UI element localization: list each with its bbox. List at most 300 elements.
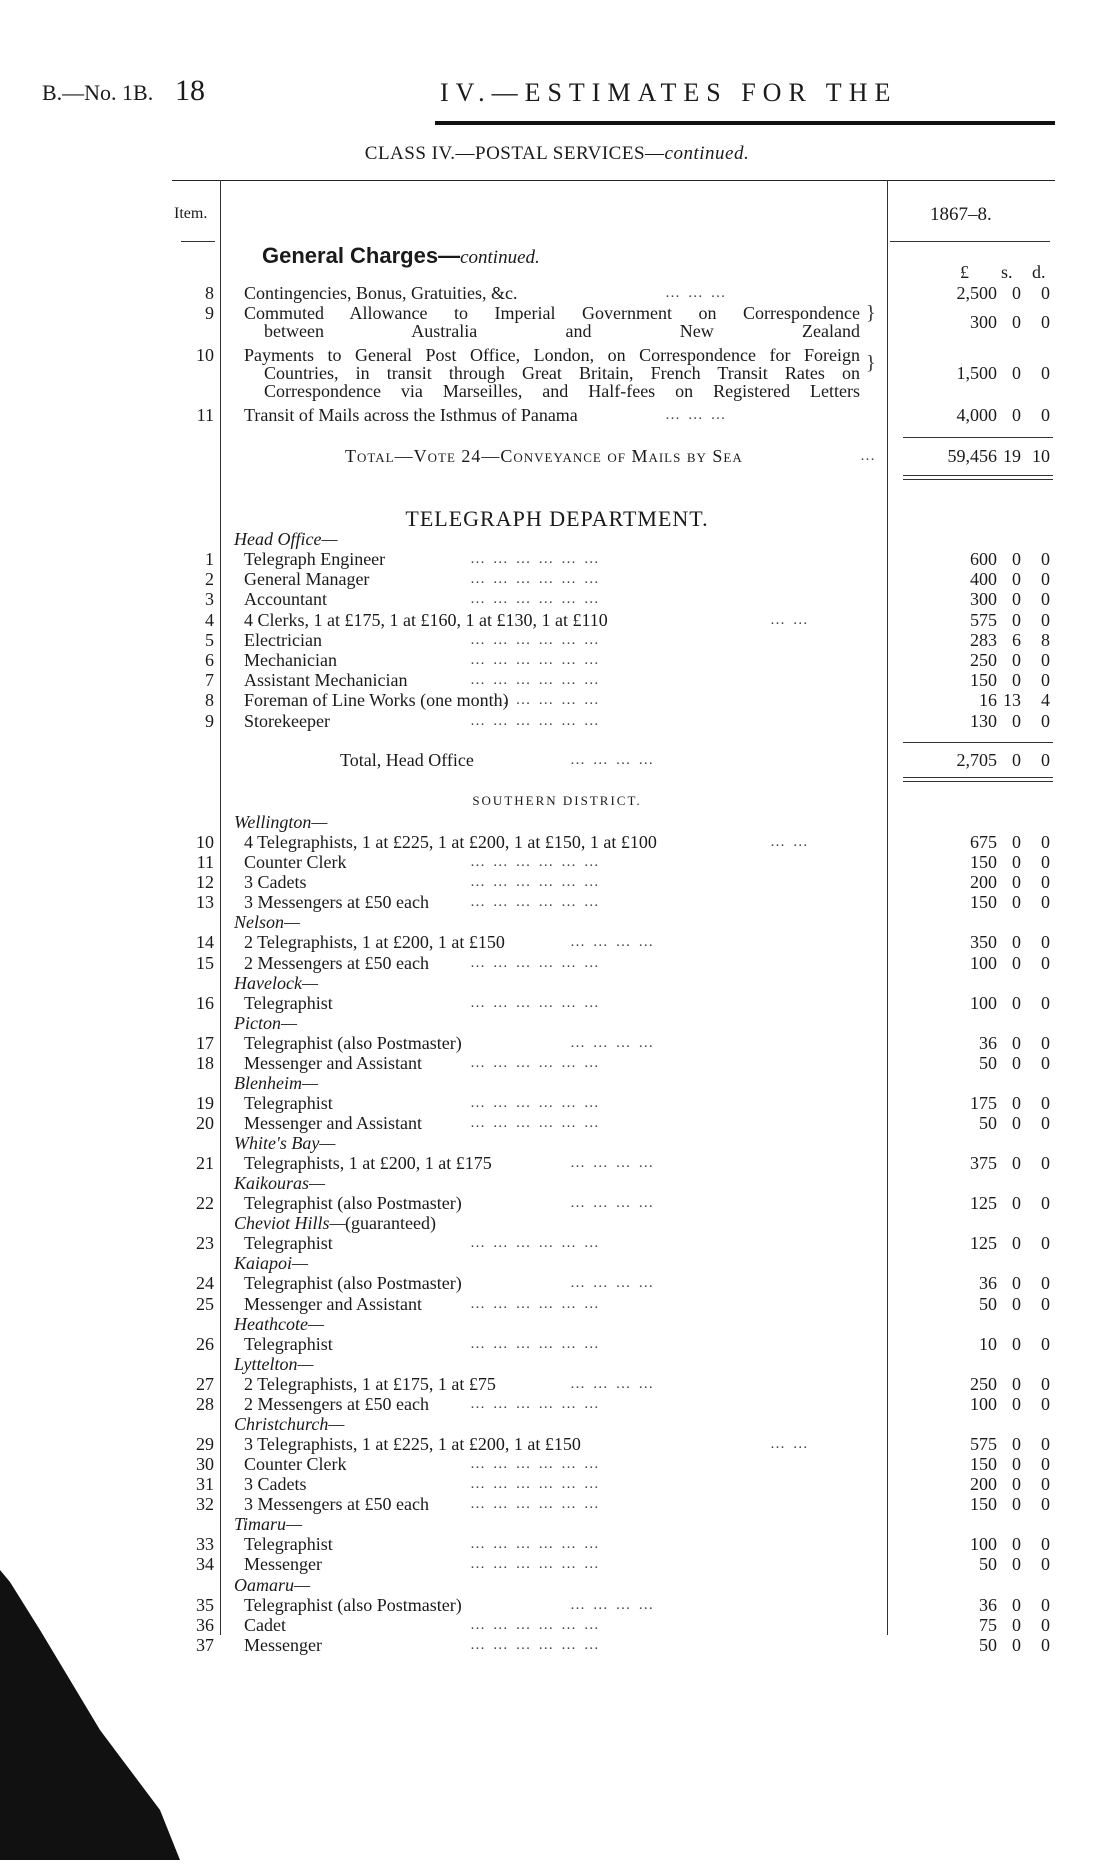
place-label: Kaiapoi— <box>234 1253 309 1274</box>
leader-dots: … … … … … … <box>470 1536 601 1553</box>
amount-shillings: 0 <box>1012 1233 1021 1254</box>
amount-pounds: 200 <box>970 872 997 893</box>
amount-pounds: 50 <box>979 1293 997 1314</box>
amount-shillings: 0 <box>1012 1333 1021 1354</box>
southern-district-title: SOUTHERN DISTRICT. <box>472 793 642 808</box>
item-number: 2 <box>205 569 214 590</box>
item-description: Telegraphist <box>244 992 333 1013</box>
head-office-total-shillings: 0 <box>1012 750 1021 770</box>
amount-pence: 0 <box>1041 872 1050 893</box>
amount-pence: 0 <box>1041 1554 1050 1575</box>
item-number: 33 <box>196 1534 214 1555</box>
amount-pence: 0 <box>1041 892 1050 913</box>
amount-pence: 0 <box>1041 1153 1050 1174</box>
item-number: 14 <box>196 932 214 953</box>
item-description: 2 Telegraphists, 1 at £175, 1 at £75 <box>244 1373 496 1394</box>
item-number: 12 <box>196 872 214 893</box>
amount-shillings: 0 <box>1012 650 1021 670</box>
shillings-header: s. <box>1001 262 1013 282</box>
leader-dots: … … … … <box>570 1195 656 1212</box>
amount-pence: 0 <box>1041 1052 1050 1073</box>
amount-pence: 4 <box>1041 690 1050 711</box>
item-number: 4 <box>205 609 214 630</box>
leader-dots: … … … … … … <box>470 1335 601 1352</box>
place-label: Lyttelton— <box>234 1353 314 1374</box>
amount-shillings: 0 <box>1012 1273 1021 1294</box>
amount-shillings: 0 <box>1012 710 1021 731</box>
total-top-rule <box>903 437 1053 438</box>
amount-pence: 0 <box>1041 589 1050 610</box>
item-description: Telegraphist (also Postmaster) <box>244 1032 462 1053</box>
amount-pence: 0 <box>1041 1594 1050 1615</box>
amount-pence: 8 <box>1041 629 1050 650</box>
amount-pence: 0 <box>1041 1614 1050 1635</box>
amount-shillings: 6 <box>1012 629 1021 650</box>
pence-header: d. <box>1032 262 1046 282</box>
item-description: 2 Messengers at £50 each <box>244 952 429 973</box>
leader-dots: … … … … … … <box>470 631 601 648</box>
amount-shillings: 0 <box>1012 992 1021 1013</box>
amount-shillings: 0 <box>1012 892 1021 913</box>
telegraph-title: TELEGRAPH DEPARTMENT. <box>405 506 709 531</box>
item-number: 15 <box>196 952 214 973</box>
amount-pounds: 130 <box>970 710 997 731</box>
leader-dots: … … … … … … <box>470 591 601 608</box>
amount-pounds: 50 <box>979 1554 997 1575</box>
amount-pence: 0 <box>1041 832 1050 852</box>
leader-dots: … … … … … … <box>470 571 601 588</box>
place-label: Heathcote— <box>234 1313 324 1334</box>
amount-pounds: 175 <box>970 1092 997 1113</box>
item-number: 23 <box>196 1233 214 1254</box>
place-note: (guaranteed) <box>345 1213 436 1234</box>
amount-pounds: 575 <box>970 1433 997 1454</box>
leader-dots: … … … … … … <box>470 1456 601 1472</box>
leader-dots: … … … … <box>570 752 656 768</box>
amount-shillings: 0 <box>1012 312 1021 332</box>
amount-pounds: 1,500 <box>956 363 997 383</box>
amount-shillings: 0 <box>1012 589 1021 610</box>
item-description: Countries, in transit through Great Britain, French Transit Rates on <box>264 363 860 383</box>
item-description: Messenger <box>244 1634 322 1655</box>
place-label: Kaikouras— <box>234 1173 326 1194</box>
item-description: Assistant Mechanician <box>244 670 408 691</box>
item-number: 34 <box>196 1554 214 1575</box>
leader-dots: … … … … … … <box>470 1616 601 1633</box>
item-description: 4 Telegraphists, 1 at £225, 1 at £200, 1 at £150, 1 at £100 <box>244 832 657 852</box>
amount-pounds: 36 <box>979 1273 997 1294</box>
amount-shillings: 0 <box>1012 932 1021 953</box>
subtotal-top-rule <box>903 742 1053 743</box>
item-description: Contingencies, Bonus, Gratuities, &c. <box>244 283 518 303</box>
amount-shillings: 0 <box>1012 609 1021 630</box>
item-description: Accountant <box>244 589 327 610</box>
amount-pounds: 2,500 <box>956 283 997 303</box>
amount-pounds: 50 <box>979 1634 997 1655</box>
amount-pounds: 300 <box>970 312 997 332</box>
vote-total-label: Total—Vote 24—Conveyance of Mails by Sea <box>345 446 743 466</box>
item-description: Telegraphist <box>244 1534 333 1555</box>
leader-dots: … … … … … … <box>470 954 601 971</box>
page-title: IV.—ESTIMATES FOR THE <box>440 78 898 107</box>
amount-pence: 0 <box>1041 1113 1050 1133</box>
amount-pounds: 575 <box>970 609 997 630</box>
amount-pounds: 4,000 <box>956 405 997 425</box>
vote-total-pounds: 59,456 <box>947 446 997 466</box>
table-top-rule <box>172 180 1055 181</box>
item-description: Messenger and Assistant <box>244 1293 422 1314</box>
item-number: 28 <box>196 1393 214 1414</box>
item-number: 5 <box>205 629 214 650</box>
amount-pounds: 375 <box>970 1153 997 1174</box>
class-title: CLASS IV.—POSTAL SERVICES—continued. <box>364 143 750 164</box>
place-label: White's Bay— <box>234 1133 336 1154</box>
item-number: 13 <box>196 892 214 913</box>
place-label: Nelson— <box>234 912 301 933</box>
amount-shillings: 0 <box>1012 1393 1021 1414</box>
place-label: Timaru— <box>234 1514 303 1535</box>
item-number: 37 <box>196 1634 214 1655</box>
amount-column-divider <box>887 180 888 1635</box>
amount-pounds: 36 <box>979 1032 997 1053</box>
subtotal-bottom-rule <box>903 781 1053 782</box>
item-description: 3 Telegraphists, 1 at £225, 1 at £200, 1 at £150 <box>244 1433 581 1454</box>
amount-pounds: 100 <box>970 1393 997 1414</box>
brace: } <box>866 352 876 374</box>
leader-dots: … … … … … … <box>470 551 601 567</box>
amount-shillings: 0 <box>1012 363 1021 383</box>
item-description: 3 Messengers at £50 each <box>244 892 429 913</box>
head-office-total-pence: 0 <box>1041 750 1050 770</box>
amount-pence: 0 <box>1041 1634 1050 1655</box>
amount-pounds: 36 <box>979 1594 997 1615</box>
amount-pence: 0 <box>1041 992 1050 1013</box>
amount-pounds: 10 <box>979 1333 997 1354</box>
amount-pounds: 125 <box>970 1193 997 1214</box>
amount-shillings: 0 <box>1012 1193 1021 1214</box>
amount-shillings: 0 <box>1012 1554 1021 1575</box>
leader-dots: … … … … <box>570 1275 656 1292</box>
amount-shillings: 0 <box>1012 1153 1021 1174</box>
amount-shillings: 0 <box>1012 569 1021 590</box>
place-label: Oamaru— <box>234 1574 311 1595</box>
leader-dots: … … … … … … <box>470 854 601 871</box>
item-number: 22 <box>196 1193 214 1214</box>
item-number: 31 <box>196 1474 214 1495</box>
amount-shillings: 0 <box>1012 1454 1021 1474</box>
amount-shillings: 0 <box>1012 1614 1021 1635</box>
year-column-header: 1867–8. <box>930 204 992 225</box>
leader-dots: … … … … … … <box>470 874 601 891</box>
leader-dots: … … … … … … <box>470 894 601 911</box>
amount-pence: 0 <box>1041 312 1050 332</box>
item-number: 32 <box>196 1494 214 1515</box>
amount-pence: 0 <box>1041 549 1050 569</box>
general-charges-title: General Charges—continued. <box>262 243 540 268</box>
amount-shillings: 0 <box>1012 832 1021 852</box>
leader-dots: … … … … … … <box>470 1556 601 1573</box>
amount-pence: 0 <box>1041 1433 1050 1454</box>
amount-pounds: 150 <box>970 670 997 691</box>
leader-dots: … … … <box>665 407 728 423</box>
amount-pence: 0 <box>1041 710 1050 731</box>
item-number: 6 <box>205 650 214 670</box>
amount-shillings: 0 <box>1012 1433 1021 1454</box>
pounds-header: £ <box>960 262 969 282</box>
head-office-total-label: Total, Head Office <box>340 750 474 770</box>
amount-pence: 0 <box>1041 1233 1050 1254</box>
item-description: Telegraph Engineer <box>244 549 386 569</box>
item-description: 3 Cadets <box>244 872 307 893</box>
amount-shillings: 0 <box>1012 1092 1021 1113</box>
amount-shillings: 0 <box>1012 852 1021 873</box>
amount-pounds: 16 <box>979 690 997 711</box>
document-reference: B.—No. 1B. <box>42 80 154 105</box>
leader-dots: … … … … <box>570 1155 656 1172</box>
item-description: Telegraphist (also Postmaster) <box>244 1273 462 1294</box>
item-description: Foreman of Line Works (one month) <box>244 690 509 711</box>
header-rule <box>435 121 1055 125</box>
amount-pounds: 350 <box>970 932 997 953</box>
amount-pounds: 300 <box>970 589 997 610</box>
amount-shillings: 13 <box>1003 690 1021 711</box>
item-number: 25 <box>196 1293 214 1314</box>
item-description: Mechanician <box>244 650 337 670</box>
amount-pounds: 200 <box>970 1474 997 1495</box>
amount-shillings: 0 <box>1012 1534 1021 1555</box>
place-label: Cheviot Hills— <box>234 1213 346 1234</box>
leader-dots: … … … … … … <box>470 1115 601 1131</box>
amount-pence: 0 <box>1041 1273 1050 1294</box>
amount-pence: 0 <box>1041 952 1050 973</box>
item-description: 3 Messengers at £50 each <box>244 1494 429 1515</box>
amount-shillings: 0 <box>1012 1052 1021 1073</box>
place-label: Blenheim— <box>234 1072 318 1093</box>
item-number: 10 <box>196 832 214 852</box>
vote-total-shillings: 19 <box>1003 446 1021 466</box>
item-number: 18 <box>196 1052 214 1073</box>
vote-total-pence: 10 <box>1032 446 1050 466</box>
amount-pence: 0 <box>1041 1494 1050 1515</box>
brace: } <box>866 302 876 324</box>
item-number: 8 <box>205 283 214 303</box>
amount-pence: 0 <box>1041 932 1050 953</box>
amount-pounds: 675 <box>970 832 997 852</box>
amount-pence: 0 <box>1041 569 1050 590</box>
item-number: 20 <box>196 1113 214 1133</box>
amount-pounds: 400 <box>970 569 997 590</box>
item-number: 24 <box>196 1273 214 1294</box>
leader-dots: … … … … … … <box>470 1235 601 1252</box>
amount-shillings: 0 <box>1012 405 1021 425</box>
amount-shillings: 0 <box>1012 283 1021 303</box>
amount-pounds: 50 <box>979 1113 997 1133</box>
leader-dots: … … … … … … <box>470 692 601 709</box>
amount-shillings: 0 <box>1012 1293 1021 1314</box>
amount-shillings: 0 <box>1012 1474 1021 1495</box>
leader-dots: … … … … <box>570 1375 656 1392</box>
item-number: 35 <box>196 1594 214 1615</box>
page-number: 18 <box>175 74 205 107</box>
item-description: Counter Clerk <box>244 1454 347 1474</box>
item-description: Counter Clerk <box>244 852 347 873</box>
total-bottom-rule <box>903 479 1053 480</box>
item-number: 9 <box>205 710 214 731</box>
amount-shillings: 0 <box>1012 1634 1021 1655</box>
item-number: 8 <box>205 690 214 711</box>
item-number: 29 <box>196 1433 214 1454</box>
item-description: Storekeeper <box>244 710 330 731</box>
amount-pence: 0 <box>1041 1293 1050 1314</box>
item-description: Payments to General Post Office, London, on Correspondence for Foreign <box>244 345 860 365</box>
amount-pounds: 150 <box>970 1454 997 1474</box>
amount-pence: 0 <box>1041 609 1050 630</box>
item-number: 26 <box>196 1333 214 1354</box>
item-description: Cadet <box>244 1614 286 1635</box>
item-number: 1 <box>205 549 214 569</box>
item-description: Telegraphist (also Postmaster) <box>244 1594 462 1615</box>
place-label: Wellington— <box>234 812 328 832</box>
item-number: 21 <box>196 1153 214 1174</box>
amount-pounds: 250 <box>970 650 997 670</box>
amount-pounds: 600 <box>970 549 997 569</box>
leader-dots: … … … … … … <box>470 1054 601 1071</box>
leader-dots: … … … … <box>570 934 656 951</box>
item-column-header: Item. <box>174 205 208 222</box>
item-description: Telegraphist (also Postmaster) <box>244 1193 462 1214</box>
amount-pounds: 283 <box>970 629 997 650</box>
amount-pounds: 100 <box>970 992 997 1013</box>
year-header-rule <box>890 241 1050 242</box>
amount-pence: 0 <box>1041 1474 1050 1495</box>
amount-pence: 0 <box>1041 1373 1050 1394</box>
item-description: Messenger and Assistant <box>244 1113 422 1133</box>
item-description: General Manager <box>244 569 370 590</box>
item-number: 27 <box>196 1373 214 1394</box>
item-number: 17 <box>196 1032 214 1053</box>
item-number: 36 <box>196 1614 214 1635</box>
amount-pence: 0 <box>1041 283 1050 303</box>
amount-pence: 0 <box>1041 852 1050 873</box>
place-label: Picton— <box>234 1012 297 1033</box>
item-description: Electrician <box>244 629 322 650</box>
amount-shillings: 0 <box>1012 952 1021 973</box>
item-header-rule <box>181 241 215 242</box>
item-description: Telegraphists, 1 at £200, 1 at £175 <box>244 1153 492 1174</box>
leader-dots: … … … … <box>570 1034 656 1051</box>
leader-dots: … … … … … … <box>470 1636 601 1653</box>
subtotal-bottom-rule <box>903 777 1053 778</box>
amount-pence: 0 <box>1041 1393 1050 1414</box>
item-number: 19 <box>196 1092 214 1113</box>
item-description: Telegraphist <box>244 1092 333 1113</box>
leader-dots: … <box>860 448 877 464</box>
item-description: Correspondence via Marseilles, and Half-fees on Registered Letters <box>264 381 860 401</box>
amount-pounds: 100 <box>970 1534 997 1555</box>
amount-pounds: 150 <box>970 892 997 913</box>
item-number: 10 <box>196 345 214 365</box>
item-description: 2 Messengers at £50 each <box>244 1393 429 1414</box>
amount-pence: 0 <box>1041 670 1050 691</box>
amount-shillings: 0 <box>1012 872 1021 893</box>
amount-shillings: 0 <box>1012 670 1021 691</box>
leader-dots: … … … … … … <box>470 652 601 668</box>
item-description: 2 Telegraphists, 1 at £200, 1 at £150 <box>244 932 505 953</box>
amount-shillings: 0 <box>1012 1594 1021 1615</box>
item-description: Messenger and Assistant <box>244 1052 422 1073</box>
leader-dots: … … … <box>665 285 728 301</box>
leader-dots: … … … … <box>570 1596 656 1613</box>
item-description: Telegraphist <box>244 1233 333 1254</box>
amount-shillings: 0 <box>1012 549 1021 569</box>
leader-dots: … … <box>770 834 810 850</box>
item-number: 11 <box>196 852 214 873</box>
leader-dots: … … … … … … <box>470 672 601 689</box>
leader-dots: … … … … … … <box>470 1496 601 1513</box>
amount-pounds: 50 <box>979 1052 997 1073</box>
head-office-label: Head Office— <box>234 529 338 549</box>
amount-pence: 0 <box>1041 1534 1050 1555</box>
item-number: 30 <box>196 1454 214 1474</box>
place-label: Christchurch— <box>234 1413 345 1434</box>
amount-pounds: 125 <box>970 1233 997 1254</box>
item-description: Transit of Mails across the Isthmus of Panama <box>244 405 578 425</box>
leader-dots: … … … … … … <box>470 1094 601 1111</box>
amount-shillings: 0 <box>1012 1494 1021 1515</box>
item-description: Telegraphist <box>244 1333 333 1354</box>
leader-dots: … … … … … … <box>470 1476 601 1493</box>
amount-pence: 0 <box>1041 1092 1050 1113</box>
amount-pounds: 150 <box>970 1494 997 1515</box>
page-corner-shadow <box>0 1570 185 1865</box>
place-label: Havelock— <box>234 972 318 993</box>
leader-dots: … … … … … … <box>470 712 601 729</box>
amount-pence: 0 <box>1041 363 1050 383</box>
item-description: Commuted Allowance to Imperial Government on Correspondence <box>244 303 860 323</box>
item-number: 9 <box>205 303 214 323</box>
leader-dots: … … <box>770 1435 810 1452</box>
item-description: between Australia and New Zealand <box>264 321 860 341</box>
amount-pence: 0 <box>1041 1193 1050 1214</box>
item-column-divider <box>220 180 221 1635</box>
amount-pence: 0 <box>1041 1333 1050 1354</box>
amount-pounds: 150 <box>970 852 997 873</box>
amount-pounds: 75 <box>979 1614 997 1635</box>
total-bottom-rule <box>903 475 1053 476</box>
leader-dots: … … … … … … <box>470 1295 601 1312</box>
amount-pence: 0 <box>1041 405 1050 425</box>
amount-pounds: 100 <box>970 952 997 973</box>
amount-shillings: 0 <box>1012 1032 1021 1053</box>
item-description: 4 Clerks, 1 at £175, 1 at £160, 1 at £130, 1 at £110 <box>244 609 608 630</box>
amount-shillings: 0 <box>1012 1373 1021 1394</box>
item-number: 3 <box>205 589 214 610</box>
item-description: Messenger <box>244 1554 322 1575</box>
amount-shillings: 0 <box>1012 1113 1021 1133</box>
amount-pounds: 250 <box>970 1373 997 1394</box>
amount-pence: 0 <box>1041 1032 1050 1053</box>
item-number: 16 <box>196 992 214 1013</box>
leader-dots: … … … … … … <box>470 1395 601 1412</box>
head-office-total-pounds: 2,705 <box>956 750 997 770</box>
amount-pence: 0 <box>1041 1454 1050 1474</box>
leader-dots: … … … … … … <box>470 994 601 1011</box>
leader-dots: … … <box>770 611 810 628</box>
item-description: 3 Cadets <box>244 1474 307 1495</box>
item-number: 7 <box>205 670 214 691</box>
item-number: 11 <box>196 405 214 425</box>
amount-pence: 0 <box>1041 650 1050 670</box>
